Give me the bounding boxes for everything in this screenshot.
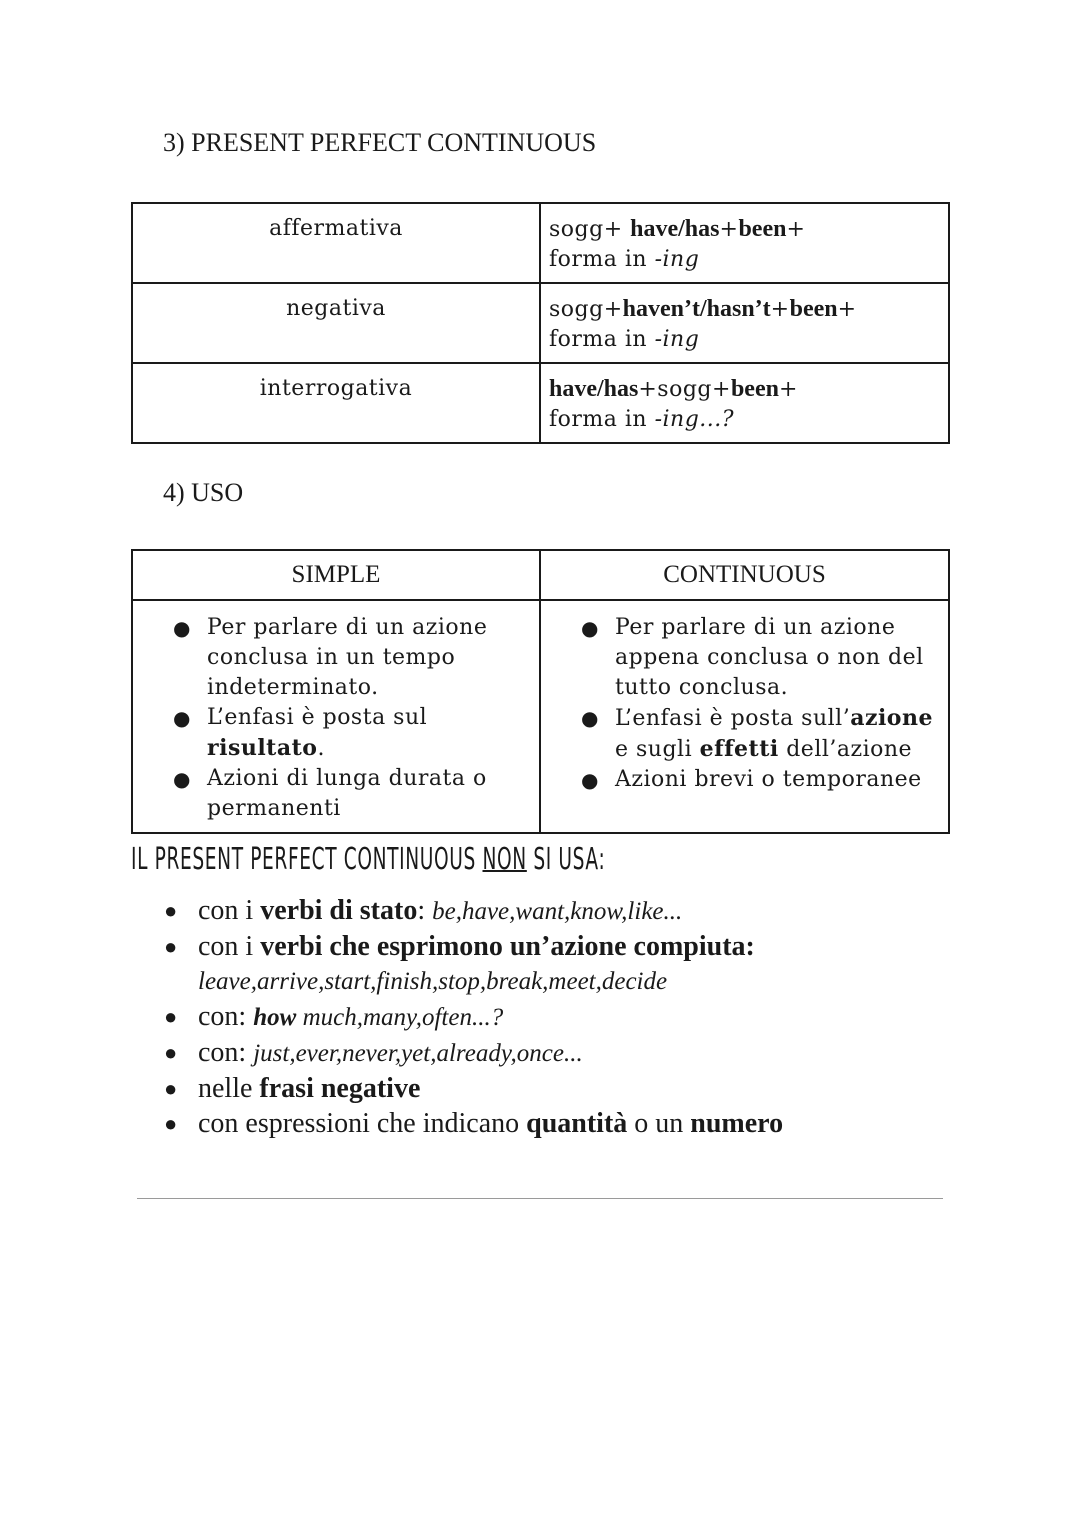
simple-header: SIMPLE xyxy=(132,550,540,600)
uso-table xyxy=(131,549,950,834)
continuous-header: CONTINUOUS xyxy=(540,550,949,600)
form-formula: sogg+haven’t/hasn’t+been+ forma in -ing xyxy=(540,283,949,363)
table-row xyxy=(132,600,949,833)
divider xyxy=(137,1198,943,1199)
continuous-uses xyxy=(540,600,949,833)
list-item: ● con: how much,many,often...? xyxy=(136,999,956,1035)
list-item: ● Azioni brevi o temporanee xyxy=(541,765,942,795)
list-item: ● con espressioni che indicano quantità o un numero xyxy=(136,1106,956,1141)
section-4-title: 4) USO xyxy=(163,478,244,507)
table-row xyxy=(132,203,949,283)
list-item: ● con i verbi che esprimono un’azione compiuta: leave,arrive,start,finish,stop,break,meet,decide xyxy=(136,929,956,999)
form-label: interrogativa xyxy=(132,363,540,443)
list-item: ● L’enfasi è posta sul risultato. xyxy=(133,703,533,764)
list-item: ● L’enfasi è posta sull’azione e sugli effetti dell’azione xyxy=(541,703,942,765)
section-3-title: 3) PRESENT PERFECT CONTINUOUS xyxy=(163,128,597,157)
non-si-usa-title: IL PRESENT PERFECT CONTINUOUS NON SI USA: xyxy=(131,842,606,877)
table-row xyxy=(132,363,949,443)
form-label: affermativa xyxy=(132,203,540,283)
forms-table xyxy=(131,202,950,444)
non-si-usa-list xyxy=(136,893,956,1141)
list-item: ● Azioni di lunga durata o permanenti xyxy=(133,764,533,824)
list-item: ● Per parlare di un azione conclusa in un tempo indeterminato. xyxy=(133,613,533,703)
form-label: negativa xyxy=(132,283,540,363)
list-item: ● con i verbi di stato: be,have,want,know,like... xyxy=(136,893,956,929)
table-header-row xyxy=(132,550,949,600)
form-formula: have/has+sogg+been+ forma in -ing...? xyxy=(540,363,949,443)
list-item: ● con: just,ever,never,yet,already,once... xyxy=(136,1035,956,1071)
form-formula: sogg+ have/has+been+ forma in -ing xyxy=(540,203,949,283)
list-item: ● Per parlare di un azione appena conclusa o non del tutto conclusa. xyxy=(541,613,942,703)
table-row xyxy=(132,283,949,363)
list-item: ● nelle frasi negative xyxy=(136,1071,956,1106)
simple-uses xyxy=(132,600,540,833)
